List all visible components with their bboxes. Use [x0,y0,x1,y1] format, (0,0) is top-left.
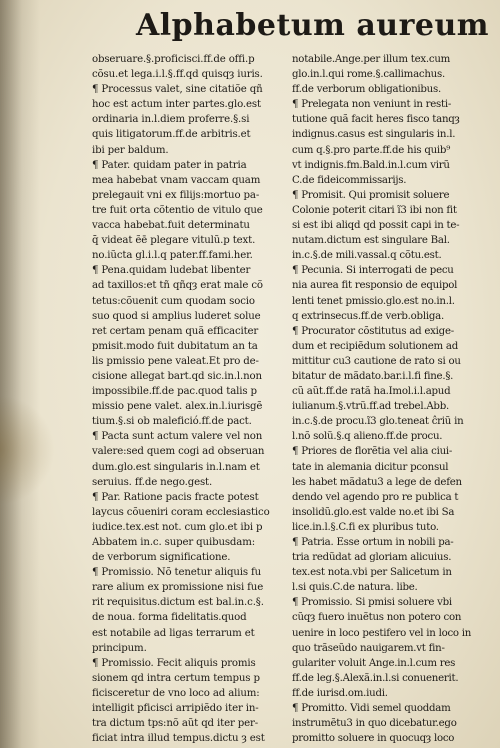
text-line: nia aurea fit responsio de equipol [292,280,458,292]
text-line: vacca habebat.fuit determinatu [92,220,250,232]
text-line: tutione quã facit heres fisco tanqȝ [292,114,460,126]
text-line: ordinaria in.l.diem proferre.§.si [92,114,250,126]
text-line: gulariter voluit Ange.in.l.cum res [292,657,456,669]
text-line: rare alium ex promissione nisi fue [92,582,264,594]
text-line: ret certam penam quã efficaciter [92,325,259,337]
binding-gutter-shadow [0,0,40,748]
paper-stain [0,395,55,505]
text-line: ¶ Promissio. Si pmisi soluere vbi [292,597,452,609]
text-line: tate in alemania dicitur pconsul [292,461,449,473]
text-line: cum q.§.pro parte.ff.de his quib⁹ [292,144,451,156]
text-line: dum et recipiẽdum solutionem ad [292,340,458,352]
text-line: ¶ Promitto. Vidi semel quoddam [292,703,451,715]
text-line: vt indignis.fm.Bald.in.l.cum virũ [292,159,450,171]
text-line: intelligit pficisci arripiẽdo iter in- [92,703,259,715]
text-line: uenire in loco pestifero vel in loco in [292,627,472,639]
text-line: insolidũ.glo.est valde no.et ibi Sa [292,506,455,518]
text-line: cũqȝ fuero inuẽtus non potero con [292,612,462,624]
text-line: tetus:cõuenit cum quodam socio [92,295,255,307]
text-line: lice.in.l.§.C.fi ex pluribus tuto. [292,521,439,533]
text-line: tria redũdat ad gloriam alicuius. [292,552,452,564]
text-line: C.de fideicommissarijs. [292,174,407,186]
text-line: missio pene valet. alex.in.l.iurisgẽ [92,401,263,413]
left-text-column [92,52,288,746]
text-line: in.c.§.de procu.ĩ3 glo.teneat ĉriũ in [292,416,464,428]
text-line: ¶ Pecunia. Si interrogati de pecu [292,265,454,277]
text-line: mittitur cu3 cautione de rato si ou [292,355,461,367]
text-line: valere:sed quem cogi ad obseruan [92,446,265,458]
text-line: ¶ Pacta sunt actum valere vel non [92,431,263,443]
text-line: ¶ Promissio. Fecit aliquis promis [92,657,256,669]
text-line: cũ aũt.ff.de rată ha.Imol.i.l.apud [292,386,451,398]
text-line: q extrinsecus.ff.de verb.obliga. [292,310,444,322]
text-line: lis pmissio pene valeat.Et pro de- [92,355,259,367]
text-line: cisione allegat bart.qd sic.in.l.non [92,370,262,382]
text-line: l.si quis.C.de natura. libe. [292,582,418,594]
text-line: glo.in.l.qui rome.§.callimachus. [292,69,445,81]
text-line: suo quod si amplius luderet solue [92,310,261,322]
text-line: pmisit.modo fuit dubitatum an ta [92,340,258,352]
text-line: seruius. ff.de nego.gest. [92,476,213,488]
text-line: bitatur de mãdato.bar.i.l.fi fine.§. [292,370,454,382]
text-line: obseruare.§.proficisci.ff.de offi.p [92,54,255,65]
text-line: ff.de leg.§.Alexã.in.l.si conuenerit. [292,672,459,684]
text-line: iudice.tex.est not. cum glo.et ibi p [92,521,263,533]
text-line: hoc est actum inter partes.glo.est [92,99,261,111]
text-line: in.c.§.de mili.vassal.q cõtu.est. [292,250,442,262]
text-line: iulianum.§.vtrũ.ff.ad trebel.Abb. [292,401,449,413]
text-line: nutam.dictum est singulare Bal. [292,235,450,247]
text-line: ficiat intra illud tempus.dictu ȝ est [92,733,265,745]
text-line: ¶ Priores de florẽtia vel alia ciui- [292,446,453,458]
page-title: Alphabetum aureum [136,8,490,43]
text-line: ¶ Pena.quidam ludebat libenter [92,265,251,277]
text-line: Colonie poterit citari ĩ3 ibi non fit [292,204,457,216]
text-line: tre fuit orta cõtentio de vitulo que [92,204,263,216]
text-line: notabile.Ange.per illum tex.cum [292,54,451,65]
text-line: de verborum significatione. [92,552,231,564]
text-line: dum.glo.est singularis in.l.nam et [92,461,260,473]
text-line: cõsu.et lega.i.l.§.ff.qd quisqȝ iuris. [92,69,263,81]
text-line: ¶ Pater. quidam pater in patria [92,159,247,171]
text-line: lenti tenet pmissio.glo.est no.in.l. [292,295,455,307]
right-text-column [292,52,490,746]
text-line: Abbatem in.c. super quibusdam: [92,537,256,548]
text-line: promitto soluere in quocuqȝ loco [292,733,455,745]
text-line: ff.de verborum obligationibus. [292,84,441,96]
text-line: rit requisitus.dictum est bal.in.c.§. [92,597,264,609]
text-line: tra dictum tps:nõ aũt qd iter per- [92,718,259,730]
text-line: instrumẽtu3 in quo dicebatur.ego [292,718,457,730]
text-line: est notabile ad ligas terrarum et [92,627,255,639]
text-line: laycus cõueniri coram ecclesiastico [92,506,270,518]
text-line: tium.§.si ob malefició.ff.de pact. [92,416,252,428]
text-line: sionem qd intra certum tempus p [92,672,260,684]
text-line: ad taxillos:et tñ qñqȝ erat male cõ [92,280,263,292]
text-line: dendo vel agendo pro re publica t [292,491,459,503]
text-line: ¶ Patria. Esse ortum in nobili pa- [292,537,454,548]
text-line: ¶ Promisit. Qui promisit soluere [292,189,450,201]
text-line: prelegauit vni ex filijs:mortuo pa- [92,189,260,201]
text-line: quo trãseũdo nauigarem.vt fin- [292,642,445,654]
text-line: ¶ Procurator cõstitutus ad exige- [292,325,454,337]
text-line: les habet mãdatu3 a lege de defen [292,476,462,488]
text-line: impossibile.ff.de pac.quod talis p [92,386,257,398]
text-line: no.iũcta gl.i.l.q pater.ff.fami.her. [92,250,253,262]
text-line: ff.de iurisd.om.iudi. [292,687,388,699]
text-line: ¶ Processus valet, sine citatiõe qñ [92,84,263,96]
text-line: quis litigatorum.ff.de arbitris.et [92,129,251,141]
text-line: ¶ Prelegata non veniunt in resti- [292,99,452,111]
text-line: ¶ Par. Ratione pacis fracte potest [92,491,259,503]
text-line: ficisceretur de vno loco ad alium: [92,687,260,699]
text-line: ibi per baldum. [92,144,169,156]
text-line: ¶ Promissio. Nõ tenetur aliquis fu [92,567,262,579]
text-line: de noua. forma fidelitatis.quod [92,612,247,624]
text-line: mea habebat vnam vaccam quam [92,174,261,186]
text-line: si est ibi aliqd qd possit capi in te- [292,220,460,232]
text-line: principum. [92,642,147,654]
text-line: l.nõ solũ.§.q alieno.ff.de procu. [292,431,443,443]
text-line: indignus.casus est singularis in.l. [292,129,456,141]
text-line: q̄ videat ẽē plegare vitulũ.p text. [92,235,256,247]
text-line: tex.est nota.vbi per Salicetum in [292,567,452,579]
